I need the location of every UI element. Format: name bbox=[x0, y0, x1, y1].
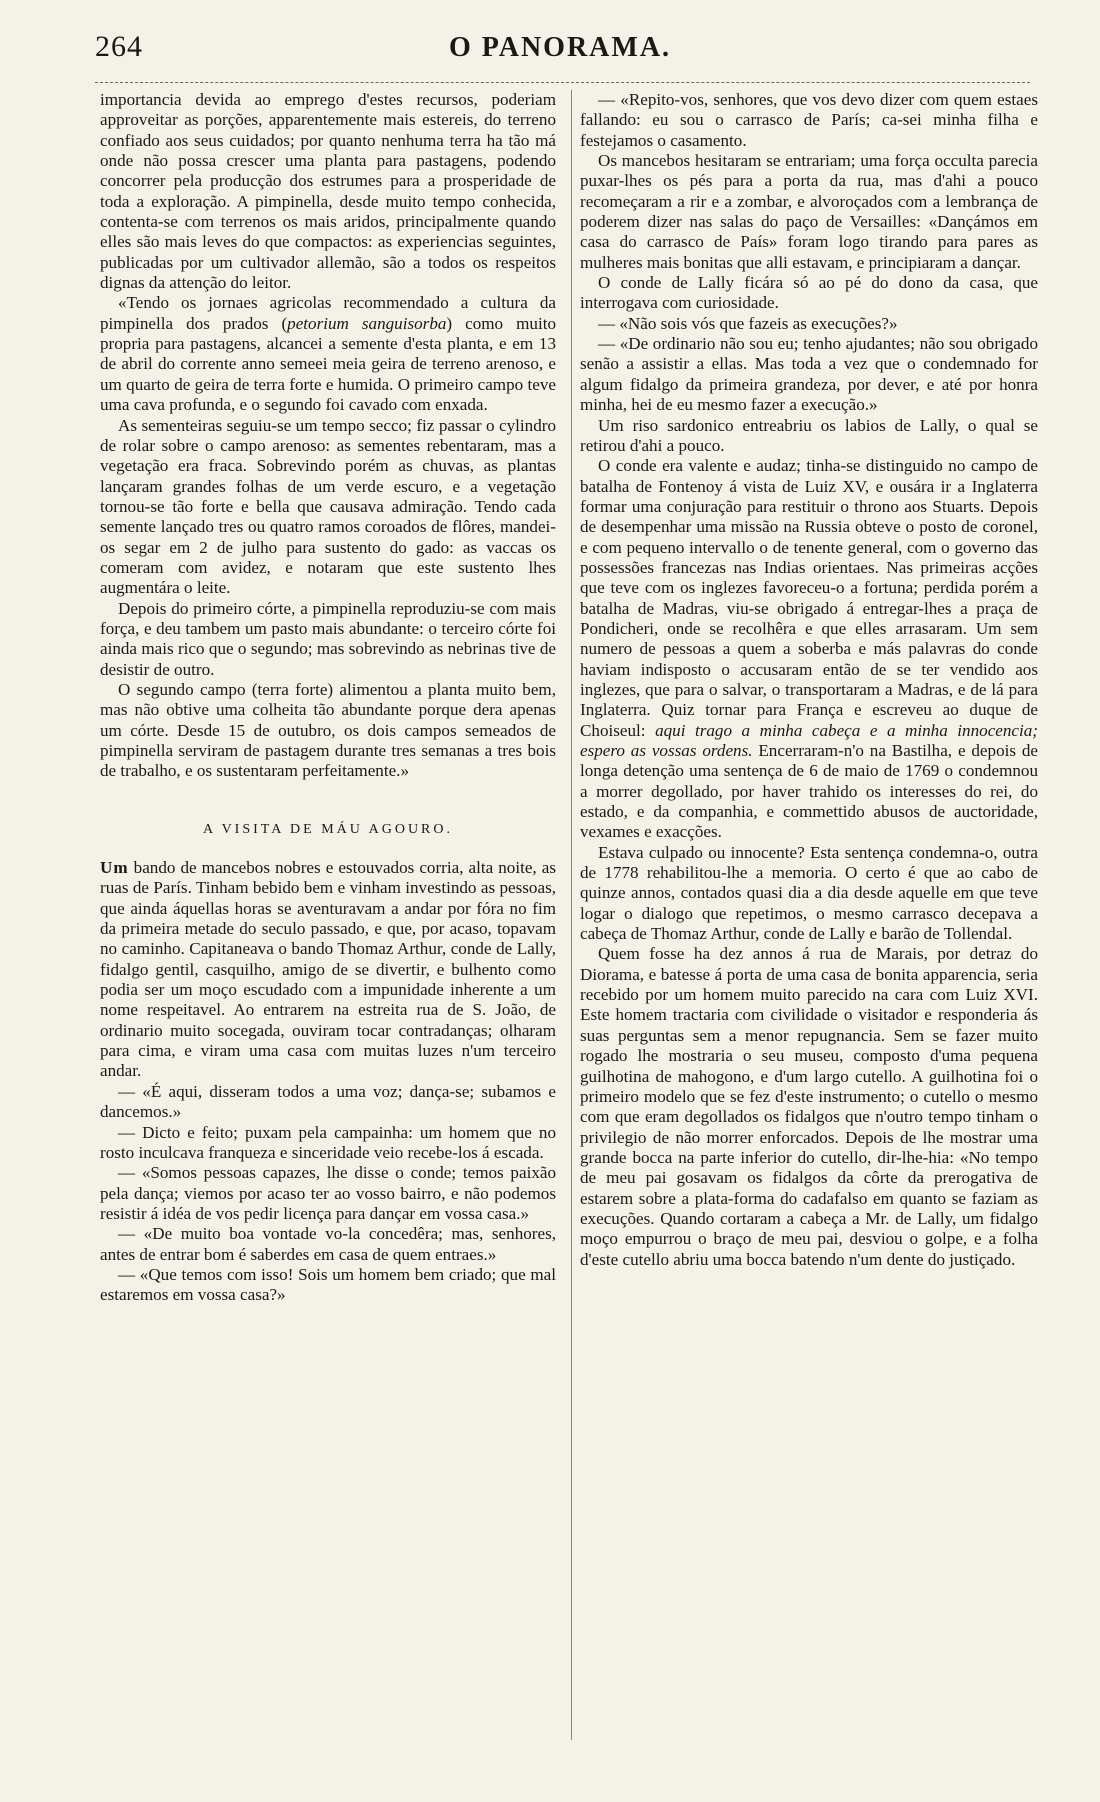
paragraph bbox=[100, 858, 556, 1082]
paragraph-text: O conde era valente e audaz; tinha-se distinguido no campo de batalha de Fontenoy á vista de Luiz XV, e ousára ir a Inglaterra formar uma conjuração para restituir o throno aos Stuarts. Depois de desempenhar uma missão na Russia obteve o posto de coronel, e com pequeno intervallo o de tenente general, com o governo das possessões francezas nas Indias orientaes. Nas primeiras acções que teve com os inglezes favoreceu-o a fortuna; perdida porém a batalha de Madras, viu-se obrigado á entregar-lhes a praça de Pondicheri, onde se recolhêra e que elles arrasaram. Um sem numero de pessoas a quem a soberba e más palavras do conde haviam indisposto o accusaram então de se ter vendido aos inglezes, que para o salvar, o transportaram a Madras, e de lá para Inglaterra. Quiz tornar para França e escreveu ao duque de Choiseul: bbox=[580, 456, 1038, 740]
paragraph-text: ) como muito propria para pastagens, alcancei a semente d'esta planta, e em 13 de abril do corrente anno semeei meia geira de terreno arenoso, e um quarto de geira de terra forte e humida. O primeiro campo teve uma cava profunda, e o segundo foi cavado com enxada. bbox=[100, 313, 556, 415]
header-divider bbox=[95, 82, 1030, 83]
paragraph: — «Não sois vós que fazeis as execuções?» bbox=[598, 313, 898, 333]
paragraph: importancia devida ao emprego d'estes recursos, poderiam approveitar as porções, apparentemente mais estereis, do terreno confiado aos seus cuidados; por quanto nenhuma terra ha tão má onde não possa crescer uma planta para pastagens, podendo concorrer pela producção dos estrumes para a prosperidade de toda a exploração. A pimpinella, desde muito tempo conhecida, contenta-se com terrenos os mais aridos, principalmente quando elles são mais leves do que compactos: as experiencias seguintes, publicadas por um cultivador allemão, são a todos os respeitos dignas da attenção do leitor. bbox=[100, 90, 556, 293]
left-column bbox=[100, 90, 556, 1306]
paragraph: Um riso sardonico entreabriu os labios de Lally, o qual se retirou d'ahi a pouco. bbox=[580, 415, 1038, 455]
paragraph: — «De muito boa vontade vo-la concedêra; mas, senhores, antes de entrar bom é saberdes em casa de quem entraes.» bbox=[100, 1224, 556, 1264]
paragraph: Depois do primeiro córte, a pimpinella reproduziu-se com mais força, e deu tambem um pasto mais abundante: o terceiro córte foi ainda mais rico que o segundo; mas sobrevindo as nebrinas tive de desistir de outro. bbox=[100, 598, 556, 679]
paragraph: O conde de Lally ficára só ao pé do dono da casa, que interrogava com curiosidade. bbox=[580, 273, 1038, 313]
paragraph: Estava culpado ou innocente? Esta sentença condemna-o, outra de 1778 rehabilitou-lhe a memoria. O certo é que ao cabo de quinze annos, contados quasi dia a dia desde aquelle em que teve logar o dialogo que repetimos, o mesmo carrasco decepava a cabeça de Thomaz Arthur, conde de Lally e barão de Tollendal. bbox=[580, 842, 1038, 944]
section-title: A VISITA DE MÁU AGOURO. bbox=[202, 821, 454, 837]
paragraph-italic-text: aqui trago a minha cabeça e a minha innocencia; espero as vossas ordens. bbox=[580, 720, 1038, 760]
page-header bbox=[95, 30, 1025, 70]
paragraph: — «Que temos com isso! Sois um homem bem criado; que mal estaremos em vossa casa?» bbox=[100, 1264, 556, 1305]
paragraph: — Dicto e feito; puxam pela campainha: um homem que no rosto inculcava franqueza e sinceridade veio recebe-los á escada. bbox=[100, 1122, 556, 1162]
paragraph-text: bando de mancebos nobres e estouvados corria, alta noite, as ruas de París. Tinham bebido bem e vinham investindo as pessoas, que ainda áquellas horas se aventuravam a andar por fóra no fim da primeira metade do seculo passado, e que, por acaso, topavam no caminho. Capitaneava o bando Thomaz Arthur, conde de Lally, fidalgo gentil, casquilho, amigo de se divertir, e bulhento como podia ser um moço escudado com a impunidade inherente a um nome respeitavel. Ao entrarem na estreita rua de S. João, de ordinario muito socegada, ouviram tocar contradanças; olharam para cima, e viram uma casa com muitas luzes n'um terceiro andar. bbox=[100, 858, 556, 1081]
paragraph bbox=[100, 293, 556, 415]
paragraph: Os mancebos hesitaram se entrariam; uma força occulta parecia puxar-lhes os pés para a porta da rua, mas d'ahi a pouco recomeçaram a rir e a zombar, e alvoroçados com a lembrança de poderem dizer nas salas do paço de Versailles: «Dançámos em casa do carrasco de País» foram logo tirando para pares as mulheres mais bonitas que alli estavam, e principiaram a dançar. bbox=[580, 151, 1038, 272]
drop-cap: Um bbox=[100, 858, 129, 878]
right-column bbox=[580, 90, 1038, 1270]
paragraph: — «Somos pessoas capazes, lhe disse o conde; temos paixão pela dança; viemos por acaso ter ao vosso bairro, e não podemos resistir á idéa de vos pedir licença para dançar em vossa casa.» bbox=[100, 1163, 556, 1223]
paragraph: — «De ordinario não sou eu; tenho ajudantes; não sou obrigado senão a assistir a ellas. Mas toda a vez que o condemnado for algum fidalgo da primeira grandeza, por dever, e até por honra minha, hei de eu mesmo fazer a execução.» bbox=[580, 334, 1038, 415]
paragraph bbox=[580, 456, 1038, 843]
paragraph: O segundo campo (terra forte) alimentou a planta muito bem, mas não obtive uma colheita tão abundante porque dera apenas um córte. Desde 15 de outubro, os dois campos semeados de pimpinella serviram de pastagem durante tres semanas a tres bois de trabalho, e os sustentaram perfeitamente.» bbox=[100, 679, 556, 781]
paragraph: — «É aqui, disseram todos a uma voz; dança-se; subamos e dancemos.» bbox=[100, 1081, 556, 1122]
page-number: 264 bbox=[95, 30, 143, 63]
paragraph: As sementeiras seguiu-se um tempo secco; fiz passar o cylindro de rolar sobre o campo arenoso: as sementes rebentaram, mas a vegetação era fraca. Sobrevindo porém as chuvas, as plantas lançaram grandes folhas de um verde escuro, e a vegetação tornou-se tão forte e bella que causava admiração. Tendo cada semente lançado tres ou quatro ramos coroados de flôres, mandei-os segar em 2 de julho para sustento do gado: as vaccas os comeram com avidez, e notaram que este sustento lhes augmentára o leite. bbox=[100, 415, 556, 598]
paragraph-italic-text: petorium sanguisorba bbox=[287, 313, 447, 333]
journal-title: O PANORAMA. bbox=[448, 32, 672, 63]
paragraph-text: Encerraram-n'o na Bastilha, e depois de longa detenção uma sentença de 6 de maio de 1769 o condemnou a morrer degollado, por haver trahido os interesses do rei, do estado, e da companhia, e commettido abusos de auctoridade, vexames e exacções. bbox=[580, 741, 1039, 842]
paragraph-text: «Tendo os jornaes agricolas recommendado a cultura da pimpinella dos prados ( bbox=[100, 293, 556, 333]
column-divider bbox=[571, 90, 572, 1740]
paragraph: Quem fosse ha dez annos á rua de Marais, por detraz do Diorama, e batesse á porta de uma casa de bonita apparencia, seria recebido por um homem muito parecido na cara com Luiz XVI. Este homem tractaria com civilidade o visitador e responderia ás suas perguntas sem a menor repugnancia. Sem se fazer muito rogado lhe mostraria o seu museu, composto d'uma pequena guilhotina de mahogono, e d'um largo cutello. A guilhotina foi o primeiro modelo que se fez d'este instrumento; o cutello o mesmo com que eram degollados os fidalgos que n'outro tempo tinham o privilegio de não morrer enforcados. Depois de lhe mostrar uma grande bocca na parte inferior do cutello, dir-lhe-hia: «No tempo de meu pai gosavam os fidalgos da côrte da prerogativa de estarem sobre a plata-forma do cadafalso em quanto se faziam as execuções. Quando cortaram a cabeça a Mr. de Lally, um fidalgo moço empurrou o braço de meu pai, desviou o golpe, e a folha d'este cutello abriu uma bocca batendo n'um dente do justiçado. bbox=[580, 944, 1038, 1269]
paragraph: — «Repito-vos, senhores, que vos devo dizer com quem estaes fallando: eu sou o carrasco de París; ca-sei minha filha e festejamos o casamento. bbox=[580, 90, 1038, 150]
